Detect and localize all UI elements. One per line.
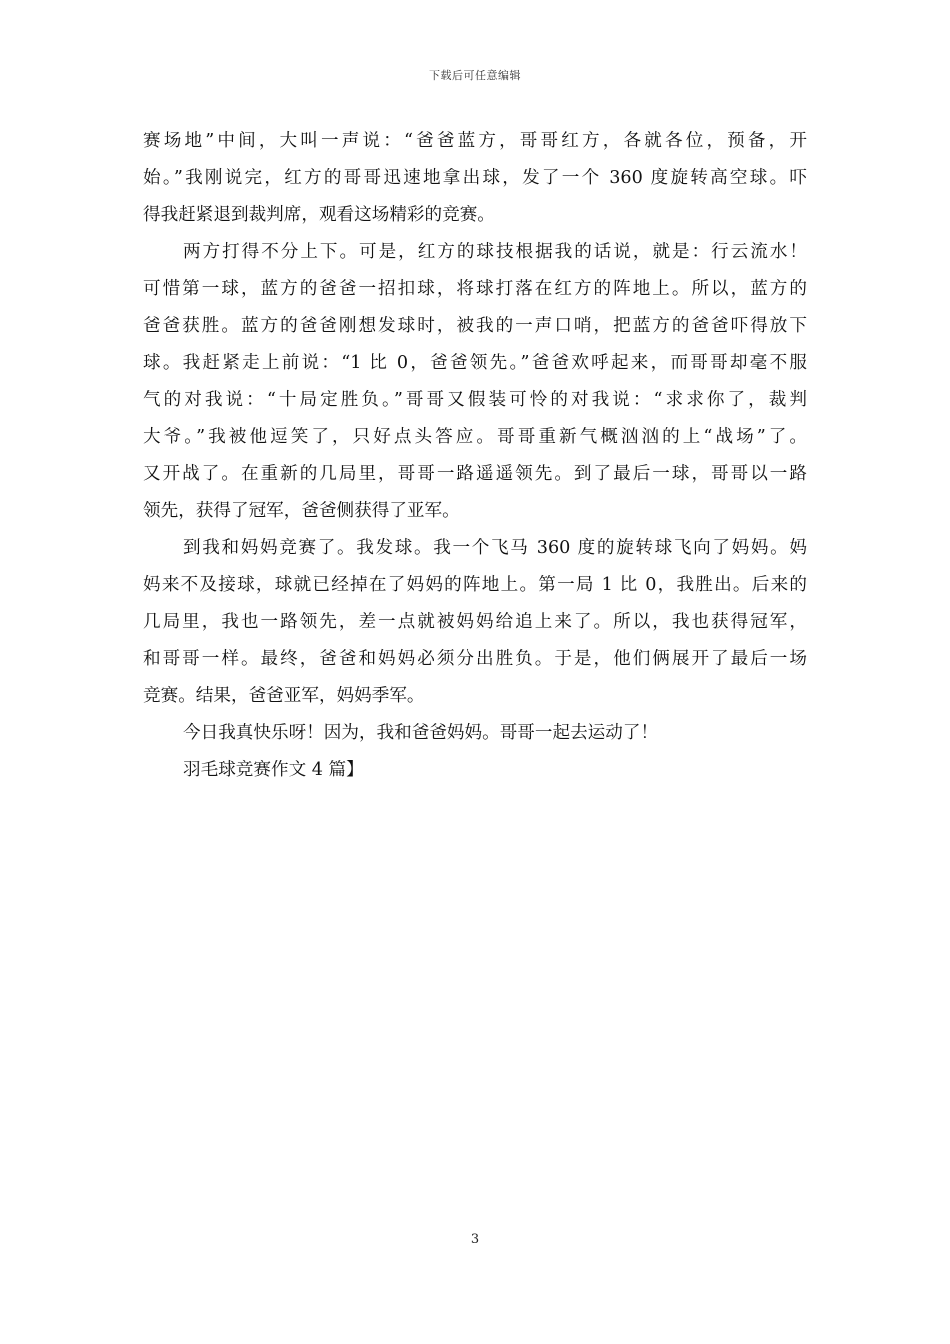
text-line: 大爷。”我被他逗笑了，只好点头答应。哥哥重新气概汹汹的上“战场”了。 <box>143 427 807 447</box>
text-line: 又开战了。在重新的几局里，哥哥一路遥遥领先。到了最后一球，哥哥以一路 <box>143 464 807 484</box>
paragraph <box>143 234 807 530</box>
text-line: 可惜第一球，蓝方的爸爸一招扣球，将球打落在红方的阵地上。所以，蓝方的 <box>143 279 807 299</box>
text-line: 始。”我刚说完，红方的哥哥迅速地拿出球，发了一个 360 度旋转高空球。吓 <box>143 168 807 188</box>
text-line: 和哥哥一样。最终，爸爸和妈妈必须分出胜负。于是，他们俩展开了最后一场 <box>143 649 807 669</box>
text-line: 两方打得不分上下。可是，红方的球技根据我的话说，就是：行云流水！ <box>183 242 807 262</box>
section-title: 羽毛球竞赛作文 4 篇】 <box>183 760 364 780</box>
page-header: 下载后可任意编辑 <box>429 69 521 82</box>
paragraph <box>143 123 807 234</box>
text-line: 得我赶紧退到裁判席，观看这场精彩的竞赛。 <box>143 205 495 225</box>
page-number: 3 <box>470 1232 480 1247</box>
text-line: 爸爸获胜。蓝方的爸爸刚想发球时，被我的一声口哨，把蓝方的爸爸吓得放下 <box>143 316 807 336</box>
paragraph <box>143 530 807 715</box>
text-line: 竞赛。结果，爸爸亚军，妈妈季军。 <box>143 686 425 706</box>
text-line: 领先，获得了冠军，爸爸侧获得了亚军。 <box>143 501 460 521</box>
text-line: 气的对我说：“十局定胜负。”哥哥又假装可怜的对我说：“求求你了，裁判 <box>143 390 807 410</box>
text-line: 几局里，我也一路领先，差一点就被妈妈给追上来了。所以，我也获得冠军， <box>143 612 807 632</box>
paragraph <box>143 752 807 789</box>
text-line: 到我和妈妈竞赛了。我发球。我一个飞马 360 度的旋转球飞向了妈妈。妈 <box>183 538 807 558</box>
text-line: 妈来不及接球，球就已经掉在了妈妈的阵地上。第一局 1 比 0，我胜出。后来的 <box>143 575 807 595</box>
paragraph <box>143 715 807 752</box>
text-line: 今日我真快乐呀！因为，我和爸爸妈妈。哥哥一起去运动了！ <box>183 723 659 743</box>
document-body <box>143 123 807 789</box>
text-line: 赛场地”中间，大叫一声说：“爸爸蓝方，哥哥红方，各就各位，预备，开 <box>143 131 807 151</box>
text-line: 球。我赶紧走上前说：“1 比 0，爸爸领先。”爸爸欢呼起来，而哥哥却毫不服 <box>143 353 807 373</box>
